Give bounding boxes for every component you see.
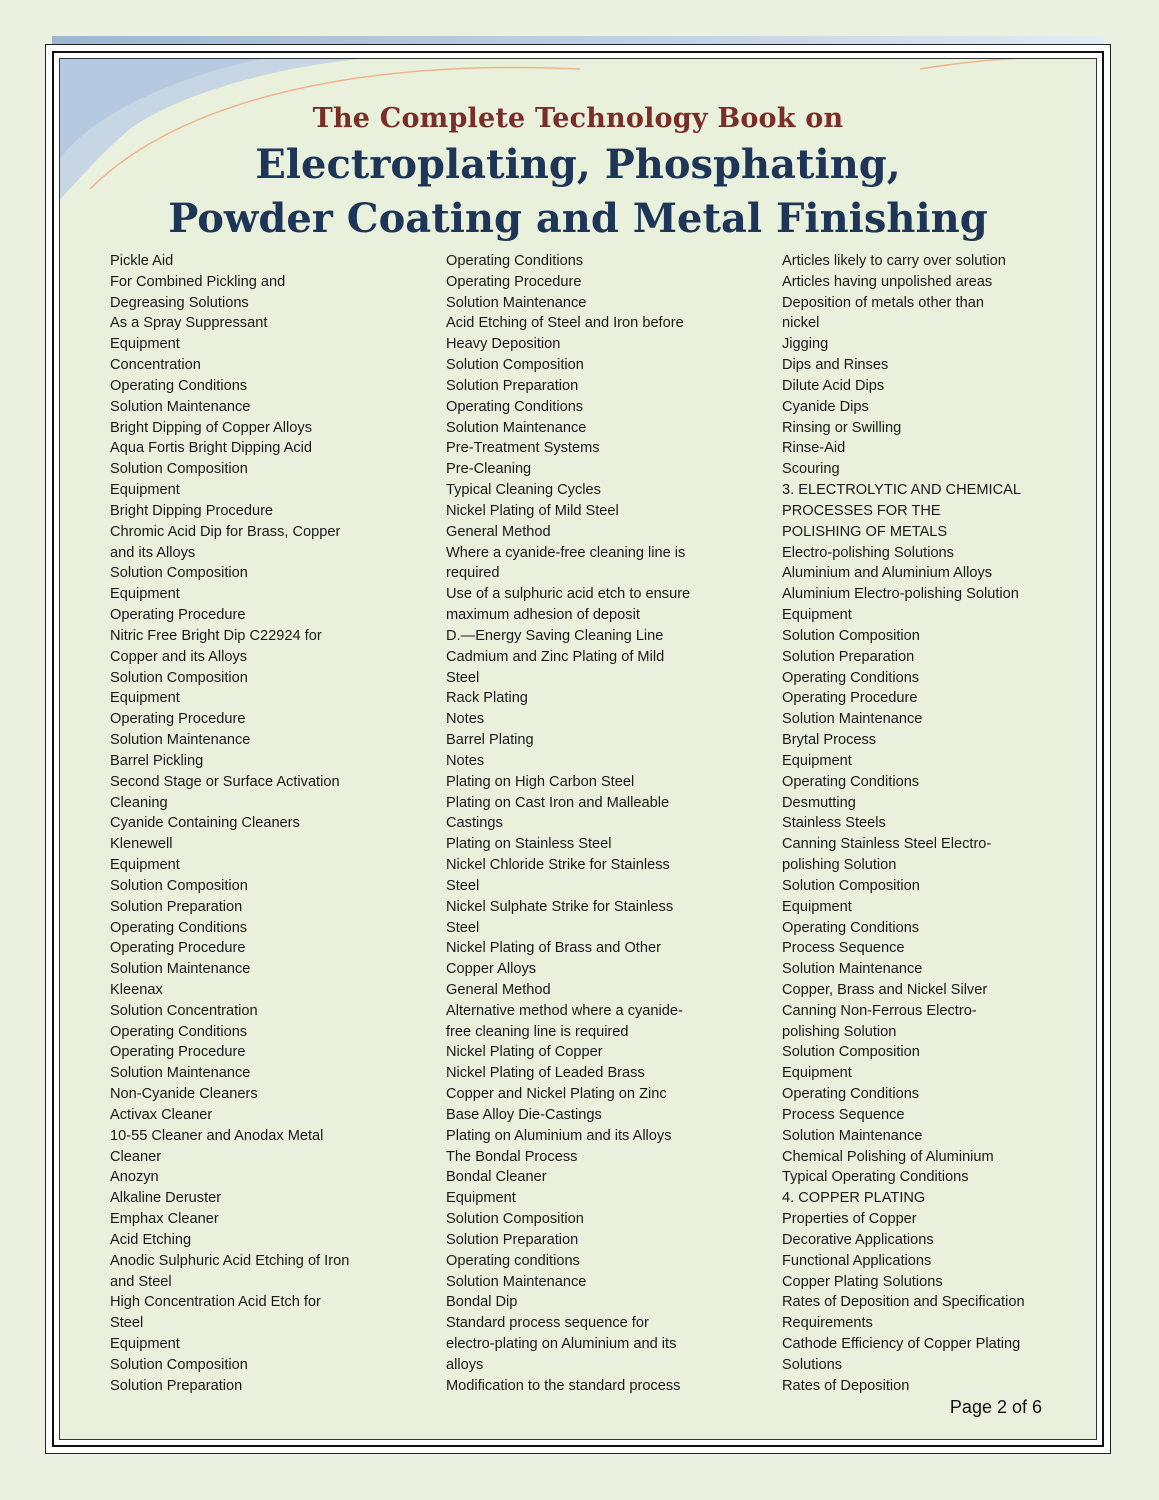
contents-entry: Process Sequence xyxy=(782,940,905,957)
contents-entry: Solution Concentration xyxy=(110,1002,258,1019)
contents-entry: Plating on High Carbon Steel xyxy=(446,773,635,790)
contents-entry: Desmutting xyxy=(782,794,856,811)
contents-entry: 3. ELECTROLYTIC AND CHEMICAL xyxy=(782,482,1021,499)
contents-entry: Activax Cleaner xyxy=(110,1106,213,1123)
contents-entry: Solution Preparation xyxy=(446,377,579,394)
contents-entry: Plating on Stainless Steel xyxy=(446,836,612,853)
contents-entry: Copper, Brass and Nickel Silver xyxy=(782,981,988,998)
contents-entry: Articles likely to carry over solution xyxy=(782,253,1006,269)
contents-entry: Operating Conditions xyxy=(782,919,920,936)
contents-entry: Steel xyxy=(110,1315,144,1332)
contents-entry: Solution Composition xyxy=(110,461,248,478)
contents-entry: Solution Preparation xyxy=(782,648,915,665)
contents-entry: Chromic Acid Dip for Brass, Copper xyxy=(110,523,341,540)
contents-entry: polishing Solution xyxy=(782,857,897,874)
book-title-line1: Electroplating, Phosphating, xyxy=(255,141,901,188)
contents-entry: Non-Cyanide Cleaners xyxy=(110,1086,258,1103)
contents-entry: Operating Procedure xyxy=(110,607,246,624)
contents-entry: Notes xyxy=(446,752,485,769)
contents-entry: Dilute Acid Dips xyxy=(782,377,885,394)
contents-column-1 xyxy=(110,251,349,1397)
contents-entry: Cleaning xyxy=(110,794,168,811)
contents-entry: Canning Non-Ferrous Electro- xyxy=(782,1002,977,1019)
contents-entry: For Combined Pickling and xyxy=(110,273,286,290)
contents-entry: Solution Preparation xyxy=(110,898,243,915)
contents-column-2 xyxy=(446,251,690,1397)
contents-entry: Operating conditions xyxy=(446,1252,580,1269)
contents-entry: and Steel xyxy=(110,1273,172,1290)
page-frame-border xyxy=(52,51,1104,1447)
contents-entry: Equipment xyxy=(110,857,180,874)
contents-entry: Operating Conditions xyxy=(782,669,920,686)
contents-entry: Solution Maintenance xyxy=(446,419,587,436)
contents-entry: Acid Etching xyxy=(110,1231,192,1248)
contents-entry: Plating on Cast Iron and Malleable xyxy=(446,794,670,811)
contents-entry: Concentration xyxy=(110,357,201,374)
contents-entry: required xyxy=(446,565,500,582)
contents-entry: Operating Conditions xyxy=(782,773,920,790)
contents-entry: Solution Composition xyxy=(446,357,584,374)
contents-entry: Equipment xyxy=(110,1336,180,1353)
contents-entry: 10-55 Cleaner and Anodax Metal xyxy=(110,1127,324,1144)
contents-entry: Where a cyanide-free cleaning line is xyxy=(446,544,686,561)
contents-entry: Properties of Copper xyxy=(782,1211,917,1228)
contents-entry: Alternative method where a cyanide- xyxy=(446,1002,683,1019)
contents-entry: maximum adhesion of deposit xyxy=(446,607,640,624)
contents-entry: Bondal Dip xyxy=(446,1294,518,1311)
contents-entry: Nickel Plating of Brass and Other xyxy=(446,940,661,957)
contents-entry: 4. COPPER PLATING xyxy=(782,1190,926,1207)
contents-entry: Solution Maintenance xyxy=(782,1127,923,1144)
contents-entry: Articles having unpolished areas xyxy=(782,273,993,290)
page-content-area xyxy=(59,58,1097,1440)
contents-entry: Emphax Cleaner xyxy=(110,1211,219,1228)
contents-entry: Steel xyxy=(446,877,480,894)
contents-entry: Operating Conditions xyxy=(446,253,584,269)
contents-entry: free cleaning line is required xyxy=(446,1023,629,1040)
contents-entry: Plating on Aluminium and its Alloys xyxy=(446,1127,672,1144)
contents-entry: Dips and Rinses xyxy=(782,357,889,374)
contents-entry: Klenewell xyxy=(110,836,173,853)
contents-entry: Modification to the standard process xyxy=(446,1377,681,1394)
contents-entry: High Concentration Acid Etch for xyxy=(110,1294,321,1311)
contents-entry: PROCESSES FOR THE xyxy=(782,502,941,519)
book-title-line2: Powder Coating and Metal Finishing xyxy=(168,195,988,242)
contents-entry: Solution Maintenance xyxy=(110,398,251,415)
contents-entry: Equipment xyxy=(110,482,180,499)
contents-entry: Nitric Free Bright Dip C22924 for xyxy=(110,627,322,644)
contents-entry: Alkaline Deruster xyxy=(110,1190,222,1207)
contents-entry: Equipment xyxy=(110,336,180,353)
contents-entry: Solution Maintenance xyxy=(446,294,587,311)
contents-entry: Bright Dipping of Copper Alloys xyxy=(110,419,312,436)
contents-entry: Equipment xyxy=(782,607,852,624)
contents-entry: Operating Procedure xyxy=(110,940,246,957)
contents-entry: Rates of Deposition and Specification xyxy=(782,1294,1025,1311)
contents-entry: Brytal Process xyxy=(782,732,877,749)
contents-entry: Rates of Deposition xyxy=(782,1377,910,1394)
page-indicator: Page 2 of 6 xyxy=(949,1397,1042,1417)
contents-entry: Canning Stainless Steel Electro- xyxy=(782,836,992,853)
contents-entry: Copper and Nickel Plating on Zinc xyxy=(446,1086,667,1103)
contents-entry: nickel xyxy=(782,315,820,332)
contents-entry: Nickel Plating of Leaded Brass xyxy=(446,1065,645,1082)
contents-entry: Typical Operating Conditions xyxy=(782,1169,969,1186)
contents-entry: Solution Maintenance xyxy=(110,732,251,749)
contents-entry: Solution Composition xyxy=(782,627,920,644)
contents-entry: Nickel Plating of Copper xyxy=(446,1044,603,1061)
contents-entry: Nickel Chloride Strike for Stainless xyxy=(446,857,670,874)
contents-entry: Barrel Pickling xyxy=(110,752,204,769)
contents-entry: Solution Composition xyxy=(110,877,248,894)
contents-entry: Aqua Fortis Bright Dipping Acid xyxy=(110,440,312,457)
contents-entry: Operating Procedure xyxy=(782,690,918,707)
contents-entry: Solution Preparation xyxy=(110,1377,243,1394)
contents-entry: D.—Energy Saving Cleaning Line xyxy=(446,627,664,644)
contents-entry: Solution Composition xyxy=(782,1044,920,1061)
contents-entry: Operating Conditions xyxy=(782,1086,920,1103)
contents-entry: Heavy Deposition xyxy=(446,336,561,353)
contents-entry: Barrel Plating xyxy=(446,732,534,749)
contents-entry: Solution Preparation xyxy=(446,1231,579,1248)
contents-entry: Solutions xyxy=(782,1356,843,1373)
contents-entry: electro-plating on Aluminium and its xyxy=(446,1336,677,1353)
contents-entry: Solution Maintenance xyxy=(782,961,923,978)
contents-entry: Process Sequence xyxy=(782,1106,905,1123)
contents-entry: Anozyn xyxy=(110,1169,159,1186)
contents-entry: Functional Applications xyxy=(782,1252,932,1269)
contents-entry: Equipment xyxy=(110,586,180,603)
contents-entry: Cadmium and Zinc Plating of Mild xyxy=(446,648,665,665)
contents-entry: Operating Procedure xyxy=(110,1044,246,1061)
contents-entry: Solution Composition xyxy=(110,565,248,582)
contents-entry: The Bondal Process xyxy=(446,1148,578,1165)
contents-entry: Kleenax xyxy=(110,981,163,998)
contents-entry: Solution Maintenance xyxy=(110,1065,251,1082)
contents-entry: Equipment xyxy=(446,1190,516,1207)
contents-entry: Aluminium and Aluminium Alloys xyxy=(782,565,993,582)
contents-entry: alloys xyxy=(446,1356,484,1373)
contents-entry: POLISHING OF METALS xyxy=(782,523,948,540)
contents-entry: Pre-Treatment Systems xyxy=(446,440,600,457)
contents-entry: polishing Solution xyxy=(782,1023,897,1040)
contents-entry: Equipment xyxy=(110,690,180,707)
top-decorative-band xyxy=(52,36,1104,44)
contents-entry: Copper and its Alloys xyxy=(110,648,248,665)
contents-entry: Castings xyxy=(446,815,503,832)
contents-entry: Notes xyxy=(446,711,485,728)
contents-entry: Operating Conditions xyxy=(110,1023,248,1040)
contents-entry: Aluminium Electro-polishing Solution xyxy=(782,586,1019,603)
contents-entry: Anodic Sulphuric Acid Etching of Iron xyxy=(110,1252,350,1269)
contents-entry: Operating Conditions xyxy=(110,377,248,394)
contents-entry: Solution Composition xyxy=(110,669,248,686)
contents-entry: Operating Procedure xyxy=(110,711,246,728)
contents-entry: Equipment xyxy=(782,898,852,915)
contents-entry: Equipment xyxy=(782,752,852,769)
contents-entry: Solution Composition xyxy=(446,1211,584,1228)
contents-entry: Base Alloy Die-Castings xyxy=(446,1106,602,1123)
contents-entry: Cyanide Dips xyxy=(782,398,869,415)
contents-entry: Acid Etching of Steel and Iron before xyxy=(446,315,684,332)
contents-entry: Use of a sulphuric acid etch to ensure xyxy=(446,586,691,603)
contents-entry: Solution Maintenance xyxy=(446,1273,587,1290)
contents-entry: Bondal Cleaner xyxy=(446,1169,547,1186)
contents-entry: Rinsing or Swilling xyxy=(782,419,902,436)
contents-entry: Equipment xyxy=(782,1065,852,1082)
contents-entry: Solution Maintenance xyxy=(782,711,923,728)
contents-entry: Decorative Applications xyxy=(782,1231,934,1248)
contents-entry: Second Stage or Surface Activation xyxy=(110,773,340,790)
contents-entry: Operating Conditions xyxy=(110,919,248,936)
contents-entry: Cathode Efficiency of Copper Plating xyxy=(782,1336,1021,1353)
contents-entry: Operating Conditions xyxy=(446,398,584,415)
contents-entry: General Method xyxy=(446,981,551,998)
contents-entry: Stainless Steels xyxy=(782,815,886,832)
contents-entry: Solution Composition xyxy=(782,877,920,894)
contents-entry: Jigging xyxy=(782,336,829,353)
contents-entry: As a Spray Suppressant xyxy=(110,315,268,332)
contents-entry: Scouring xyxy=(782,461,840,478)
contents-entry: Typical Cleaning Cycles xyxy=(446,482,601,499)
contents-entry: Deposition of metals other than xyxy=(782,294,984,311)
contents-entry: Rack Plating xyxy=(446,690,528,707)
contents-entry: Bright Dipping Procedure xyxy=(110,502,274,519)
contents-entry: Chemical Polishing of Aluminium xyxy=(782,1148,994,1165)
contents-entry: Nickel Plating of Mild Steel xyxy=(446,502,619,519)
contents-entry: Steel xyxy=(446,669,480,686)
contents-column-3 xyxy=(782,251,1025,1397)
contents-entry: Degreasing Solutions xyxy=(110,294,249,311)
contents-entry: Pickle Aid xyxy=(110,253,174,269)
contents-entry: Pre-Cleaning xyxy=(446,461,532,478)
contents-entry: Rinse-Aid xyxy=(782,440,846,457)
contents-entry: Standard process sequence for xyxy=(446,1315,649,1332)
contents-entry: Nickel Sulphate Strike for Stainless xyxy=(446,898,674,915)
contents-entry: Electro-polishing Solutions xyxy=(782,544,954,561)
contents-entry: Steel xyxy=(446,919,480,936)
book-subtitle: The Complete Technology Book on xyxy=(312,103,844,134)
contents-entry: Cleaner xyxy=(110,1148,162,1165)
contents-entry: Requirements xyxy=(782,1315,873,1332)
contents-entry: Solution Composition xyxy=(110,1356,248,1373)
contents-entry: Solution Maintenance xyxy=(110,961,251,978)
contents-entry: Operating Procedure xyxy=(446,273,582,290)
contents-entry: and its Alloys xyxy=(110,544,196,561)
contents-entry: Copper Alloys xyxy=(446,961,537,978)
contents-entry: Cyanide Containing Cleaners xyxy=(110,815,300,832)
page-frame xyxy=(45,44,1111,1454)
contents-entry: Copper Plating Solutions xyxy=(782,1273,943,1290)
contents-entry: General Method xyxy=(446,523,551,540)
